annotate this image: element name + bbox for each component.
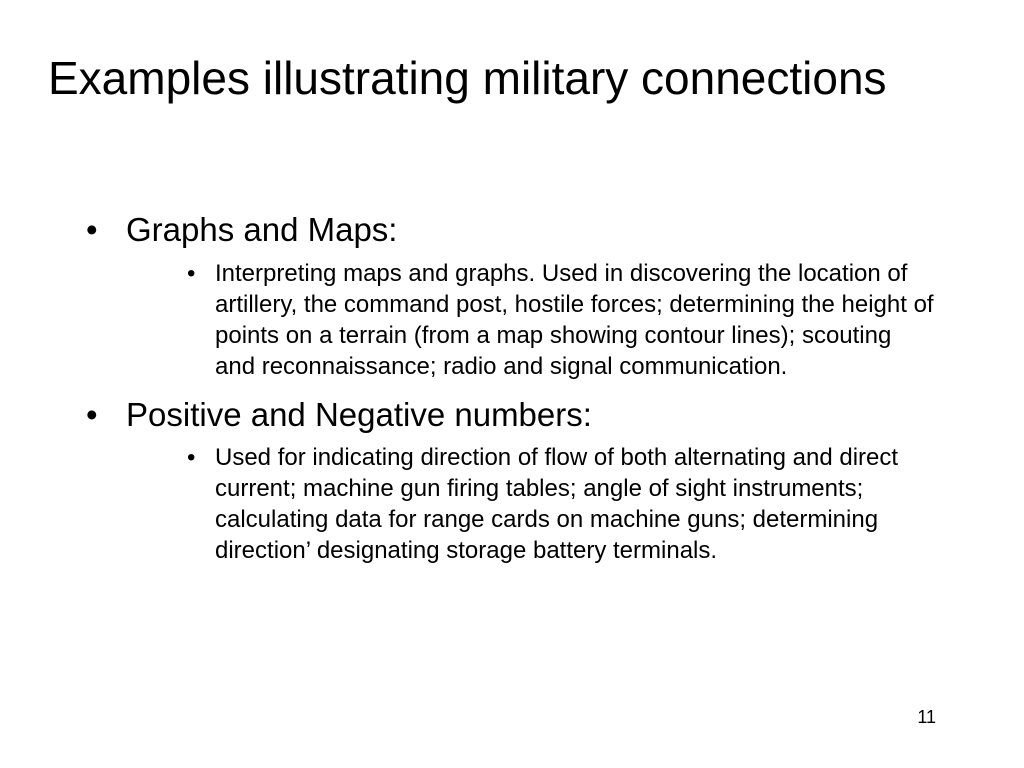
slide-content: [86, 210, 946, 579]
bullet-icon: •: [86, 395, 98, 433]
bullet-icon: •: [86, 211, 98, 248]
section-positive-negative-numbers: [86, 395, 946, 567]
sub-bullet-icon: •: [187, 259, 196, 287]
sub-bullet-list: [187, 442, 937, 566]
page-number: 11: [917, 707, 936, 727]
bullet-item-graphs-and-maps: [86, 210, 946, 250]
sub-bullet-icon: •: [187, 444, 196, 472]
section-graphs-and-maps: [86, 210, 946, 382]
bullet-heading: Positive and Negative numbers:: [126, 395, 592, 433]
bullet-item-positive-negative-numbers: [86, 395, 946, 435]
sub-bullet-list: [187, 258, 937, 382]
sub-bullet-text: Interpreting maps and graphs. Used in discovering the location of artillery, the command post, hostile forces; determining the height of points on a terrain (from a map showing contour lines); scouting and reconnaissance; radio and signal communication.: [215, 259, 934, 380]
slide-title: Examples illustrating military connections: [48, 52, 887, 104]
sub-bullet-item: [187, 258, 937, 382]
bullet-heading: Graphs and Maps:: [126, 211, 398, 248]
sub-bullet-text: Used for indicating direction of flow of both alternating and direct current; machine gun firing tables; angle of sight instruments; calculating data for range cards on machine guns; determining direction’ designating storage battery terminals.: [215, 444, 899, 565]
sub-bullet-item: [187, 442, 937, 566]
